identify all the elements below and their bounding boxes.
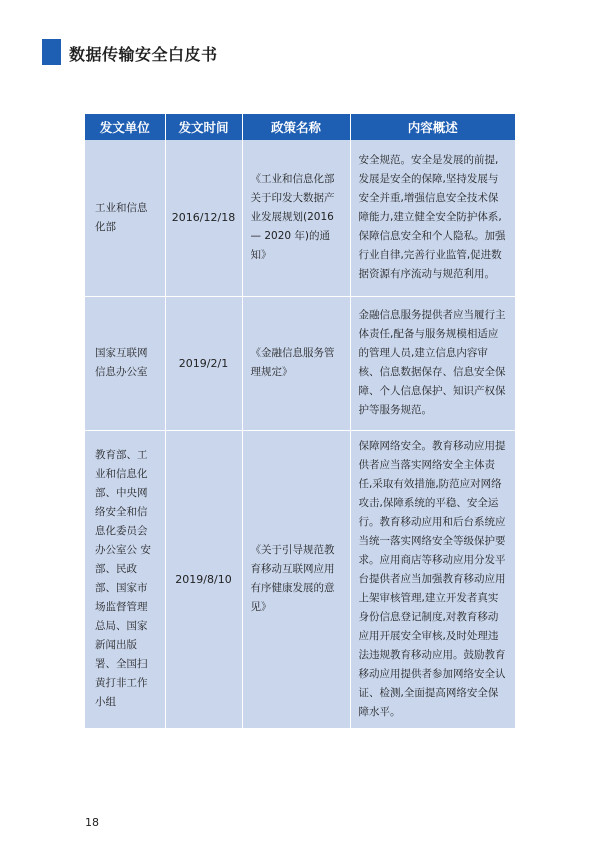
cell-date: 2019/8/10 (165, 430, 242, 728)
table-row (85, 430, 515, 728)
header-accent-bar (42, 39, 61, 65)
column-header-summary: 内容概述 (350, 114, 515, 140)
page-title: 数据传输安全白皮书 (69, 45, 218, 64)
cell-policy: 《工业和信息化部关于印发大数据产业发展规划(2016 — 2020 年)的通知》 (242, 140, 350, 296)
table-row (85, 296, 515, 430)
cell-summary: 安全规范。安全是发展的前提,发展是安全的保障,坚持发展与安全并重,增强信息安全技术保障能力,建立健全安全防护体系,保障信息安全和个人隐私。加强行业自律,完善行业监管,促进数据资源有序流动与规范利用。 (350, 140, 515, 296)
column-header-date: 发文时间 (165, 114, 242, 140)
column-header-unit: 发文单位 (85, 114, 165, 140)
cell-unit: 国家互联网信息办公室 (85, 296, 165, 430)
cell-summary: 金融信息服务提供者应当履行主体责任,配备与服务规模相适应的管理人员,建立信息内容审核、信息数据保存、信息安全保障、个人信息保护、知识产权保护等服务规范。 (350, 296, 515, 430)
page-number: 18 (85, 816, 99, 829)
cell-unit: 教育部、工业和信息化部、中央网络安全和信息化委员会办公室公 安部、民政部、国家市场监督管理总局、国家新闻出版署、全国扫黄打非工作小组 (85, 430, 165, 728)
cell-date: 2016/12/18 (165, 140, 242, 296)
cell-unit: 工业和信息化部 (85, 140, 165, 296)
cell-policy: 《金融信息服务管理规定》 (242, 296, 350, 430)
policy-table (85, 114, 515, 729)
cell-date: 2019/2/1 (165, 296, 242, 430)
cell-summary: 保障网络安全。教育移动应用提供者应当落实网络安全主体责任,采取有效措施,防范应对网络攻击,保障系统的平稳、安全运行。教育移动应用和后台系统应当统一落实网络安全等级保护要求。应用商店等移动应用分发平台提供者应当加强教育移动应用上架审核管理,建立开发者真实身份信息登记制度,对教育移动应用开展安全审核,及时处理违法违规教育移动应用。鼓励教育移动应用提供者参加网络安全认证、检测,全面提高网络安全保障水平。 (350, 430, 515, 728)
table-header-row (85, 114, 515, 140)
table-row (85, 140, 515, 296)
cell-policy: 《关于引导规范教育移动互联网应用有序健康发展的意见》 (242, 430, 350, 728)
column-header-policy: 政策名称 (242, 114, 350, 140)
